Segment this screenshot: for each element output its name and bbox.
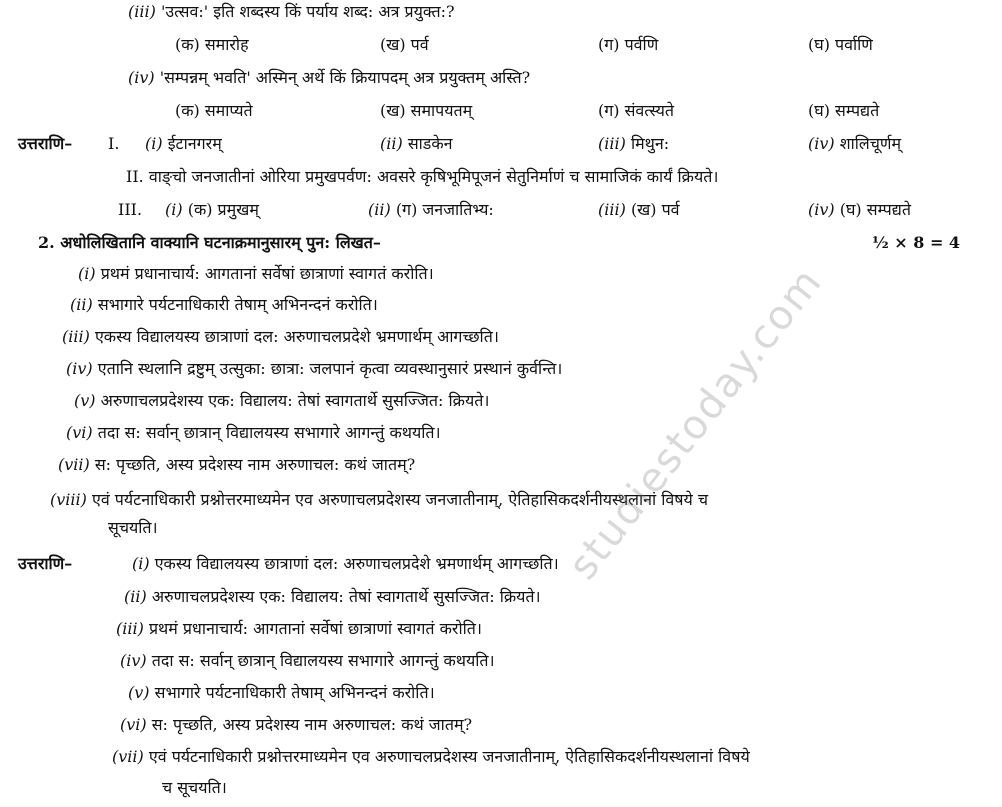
list-item: (vi) स: पृच्छति, अस्य प्रदेशस्य नाम अरुणाचल: कथं जातम्? xyxy=(120,715,473,734)
question-iii xyxy=(128,2,455,22)
list-item: (vii) एवं पर्यटनाधिकारी प्रश्नोत्तरमाध्यमेन एव अरुणाचलप्रदेशस्य जनजातीनाम्, ऐतिहासिकदर्शनीयस्थलानां विषये xyxy=(112,747,750,766)
option-a: (क) समाप्यते xyxy=(175,101,253,120)
list-item-continuation: सूचयति। xyxy=(108,518,158,537)
option-d: (घ) सम्पद्यते xyxy=(808,101,880,120)
list-item: (ii) सभागारे पर्यटनाधिकारी तेषाम् अभिनन्दनं करोति। xyxy=(70,295,378,314)
list-item: (iii) एकस्य विद्यालयस्य छात्राणां दल: अरुणाचलप्रदेशे भ्रमणार्थम् आगच्छति। xyxy=(62,327,499,346)
answer-III-roman: III. xyxy=(118,200,143,219)
list-item: (i) एकस्य विद्यालयस्य छात्राणां दल: अरुणाचलप्रदेशे भ्रमणार्थम् आगच्छति। xyxy=(132,554,559,573)
answers-label: उत्तराणि– xyxy=(18,134,73,153)
answer-I-roman: I. xyxy=(108,134,120,153)
list-item: (iv) तदा स: सर्वान् छात्रान् विद्यालयस्य सभागारे आगन्तुं कथयति। xyxy=(120,651,495,670)
list-item: (iv) एतानि स्थलानि द्रष्टुम् उत्सुका: छात्रा: जलपानं कृत्वा व्यवस्थानुसारं प्रस्थानं कुर्वन्ति। xyxy=(66,359,563,378)
answer-II-roman: II. xyxy=(126,167,144,186)
answer-III-iii: (iii) (ख) पर्व xyxy=(598,200,680,219)
question-2-title: 2. अधोलिखितानि वाक्यानि घटनाक्रमानुसारम् पुन: लिखत– xyxy=(38,233,381,252)
question-iv xyxy=(128,68,530,88)
option-c: (ग) पर्वणि xyxy=(598,35,659,54)
answer-I-ii: (ii) साडकेन xyxy=(380,134,453,153)
list-item: (ii) अरुणाचलप्रदेशस्य एक: विद्यालय: तेषां स्वागतार्थे सुसज्जित: क्रियते। xyxy=(124,587,541,606)
option-d: (घ) पर्वाणि xyxy=(808,35,873,54)
watermark: studiestoday.com xyxy=(560,258,832,589)
answer-I-i: (i) ईटानगरम् xyxy=(145,134,222,153)
answer-I-iii: (iii) मिथुन: xyxy=(598,134,670,153)
list-item: (v) अरुणाचलप्रदेशस्य एक: विद्यालय: तेषां स्वागतार्थे सुसज्जित: क्रियते। xyxy=(74,391,490,410)
option-b: (ख) पर्व xyxy=(380,35,429,54)
option-a: (क) समारोह xyxy=(175,35,249,54)
option-c: (ग) संवत्स्यते xyxy=(598,101,675,120)
answers-label: उत्तराणि– xyxy=(18,554,73,573)
answer-I-iv: (iv) शालिचूर्णम् xyxy=(808,134,902,153)
list-item: (v) सभागारे पर्यटनाधिकारी तेषाम् अभिनन्दनं करोति। xyxy=(128,683,435,702)
question-text: 'सम्पन्नम् भवति' अस्मिन् अर्थे किं क्रियापदम् अत्र प्रयुक्तम् अस्ति? xyxy=(159,68,531,87)
answer-II xyxy=(126,167,718,187)
answer-III-iv: (iv) (घ) सम्पद्यते xyxy=(808,200,911,219)
list-item: (i) प्रथमं प्रधानाचार्य: आगतानां सर्वेषां छात्राणां स्वागतं करोति। xyxy=(78,264,434,283)
list-item-continuation: च सूचयति। xyxy=(162,778,227,797)
answer-II-text: वाङ्चो जनजातीनां ओरिया प्रमुखपर्वण: अवसरे कृषिभूमिपूजनं सेतुनिर्माणं च सामाजिकं कार्यं क्रियते। xyxy=(148,167,719,186)
list-item: (viii) एवं पर्यटनाधिकारी प्रश्नोत्तरमाध्यमेन एव अरुणाचलप्रदेशस्य जनजातीनाम्, ऐतिहासिकदर्शनीयस्थलानां विषये च xyxy=(50,490,709,509)
list-item: (iii) प्रथमं प्रधानाचार्य: आगतानां सर्वेषां छात्राणां स्वागतं करोति। xyxy=(116,619,482,638)
answer-III-i: (i) (क) प्रमुखम् xyxy=(165,200,259,219)
question-marker: (iv) xyxy=(128,68,155,87)
list-item: (vi) तदा स: सर्वान् छात्रान् विद्यालयस्य सभागारे आगन्तुं कथयति। xyxy=(66,423,441,442)
question-text: 'उत्सव:' इति शब्दस्य किं पर्याय शब्द: अत्र प्रयुक्त:? xyxy=(160,2,455,21)
question-marker: (iii) xyxy=(128,2,156,21)
question-2-marks: ½ × 8 = 4 xyxy=(872,233,961,252)
option-b: (ख) समापयतम् xyxy=(380,101,473,120)
answer-III-ii: (ii) (ग) जनजातिभ्य: xyxy=(368,200,494,219)
list-item: (vii) स: पृच्छति, अस्य प्रदेशस्य नाम अरुणाचल: कथं जातम्? xyxy=(58,455,416,474)
